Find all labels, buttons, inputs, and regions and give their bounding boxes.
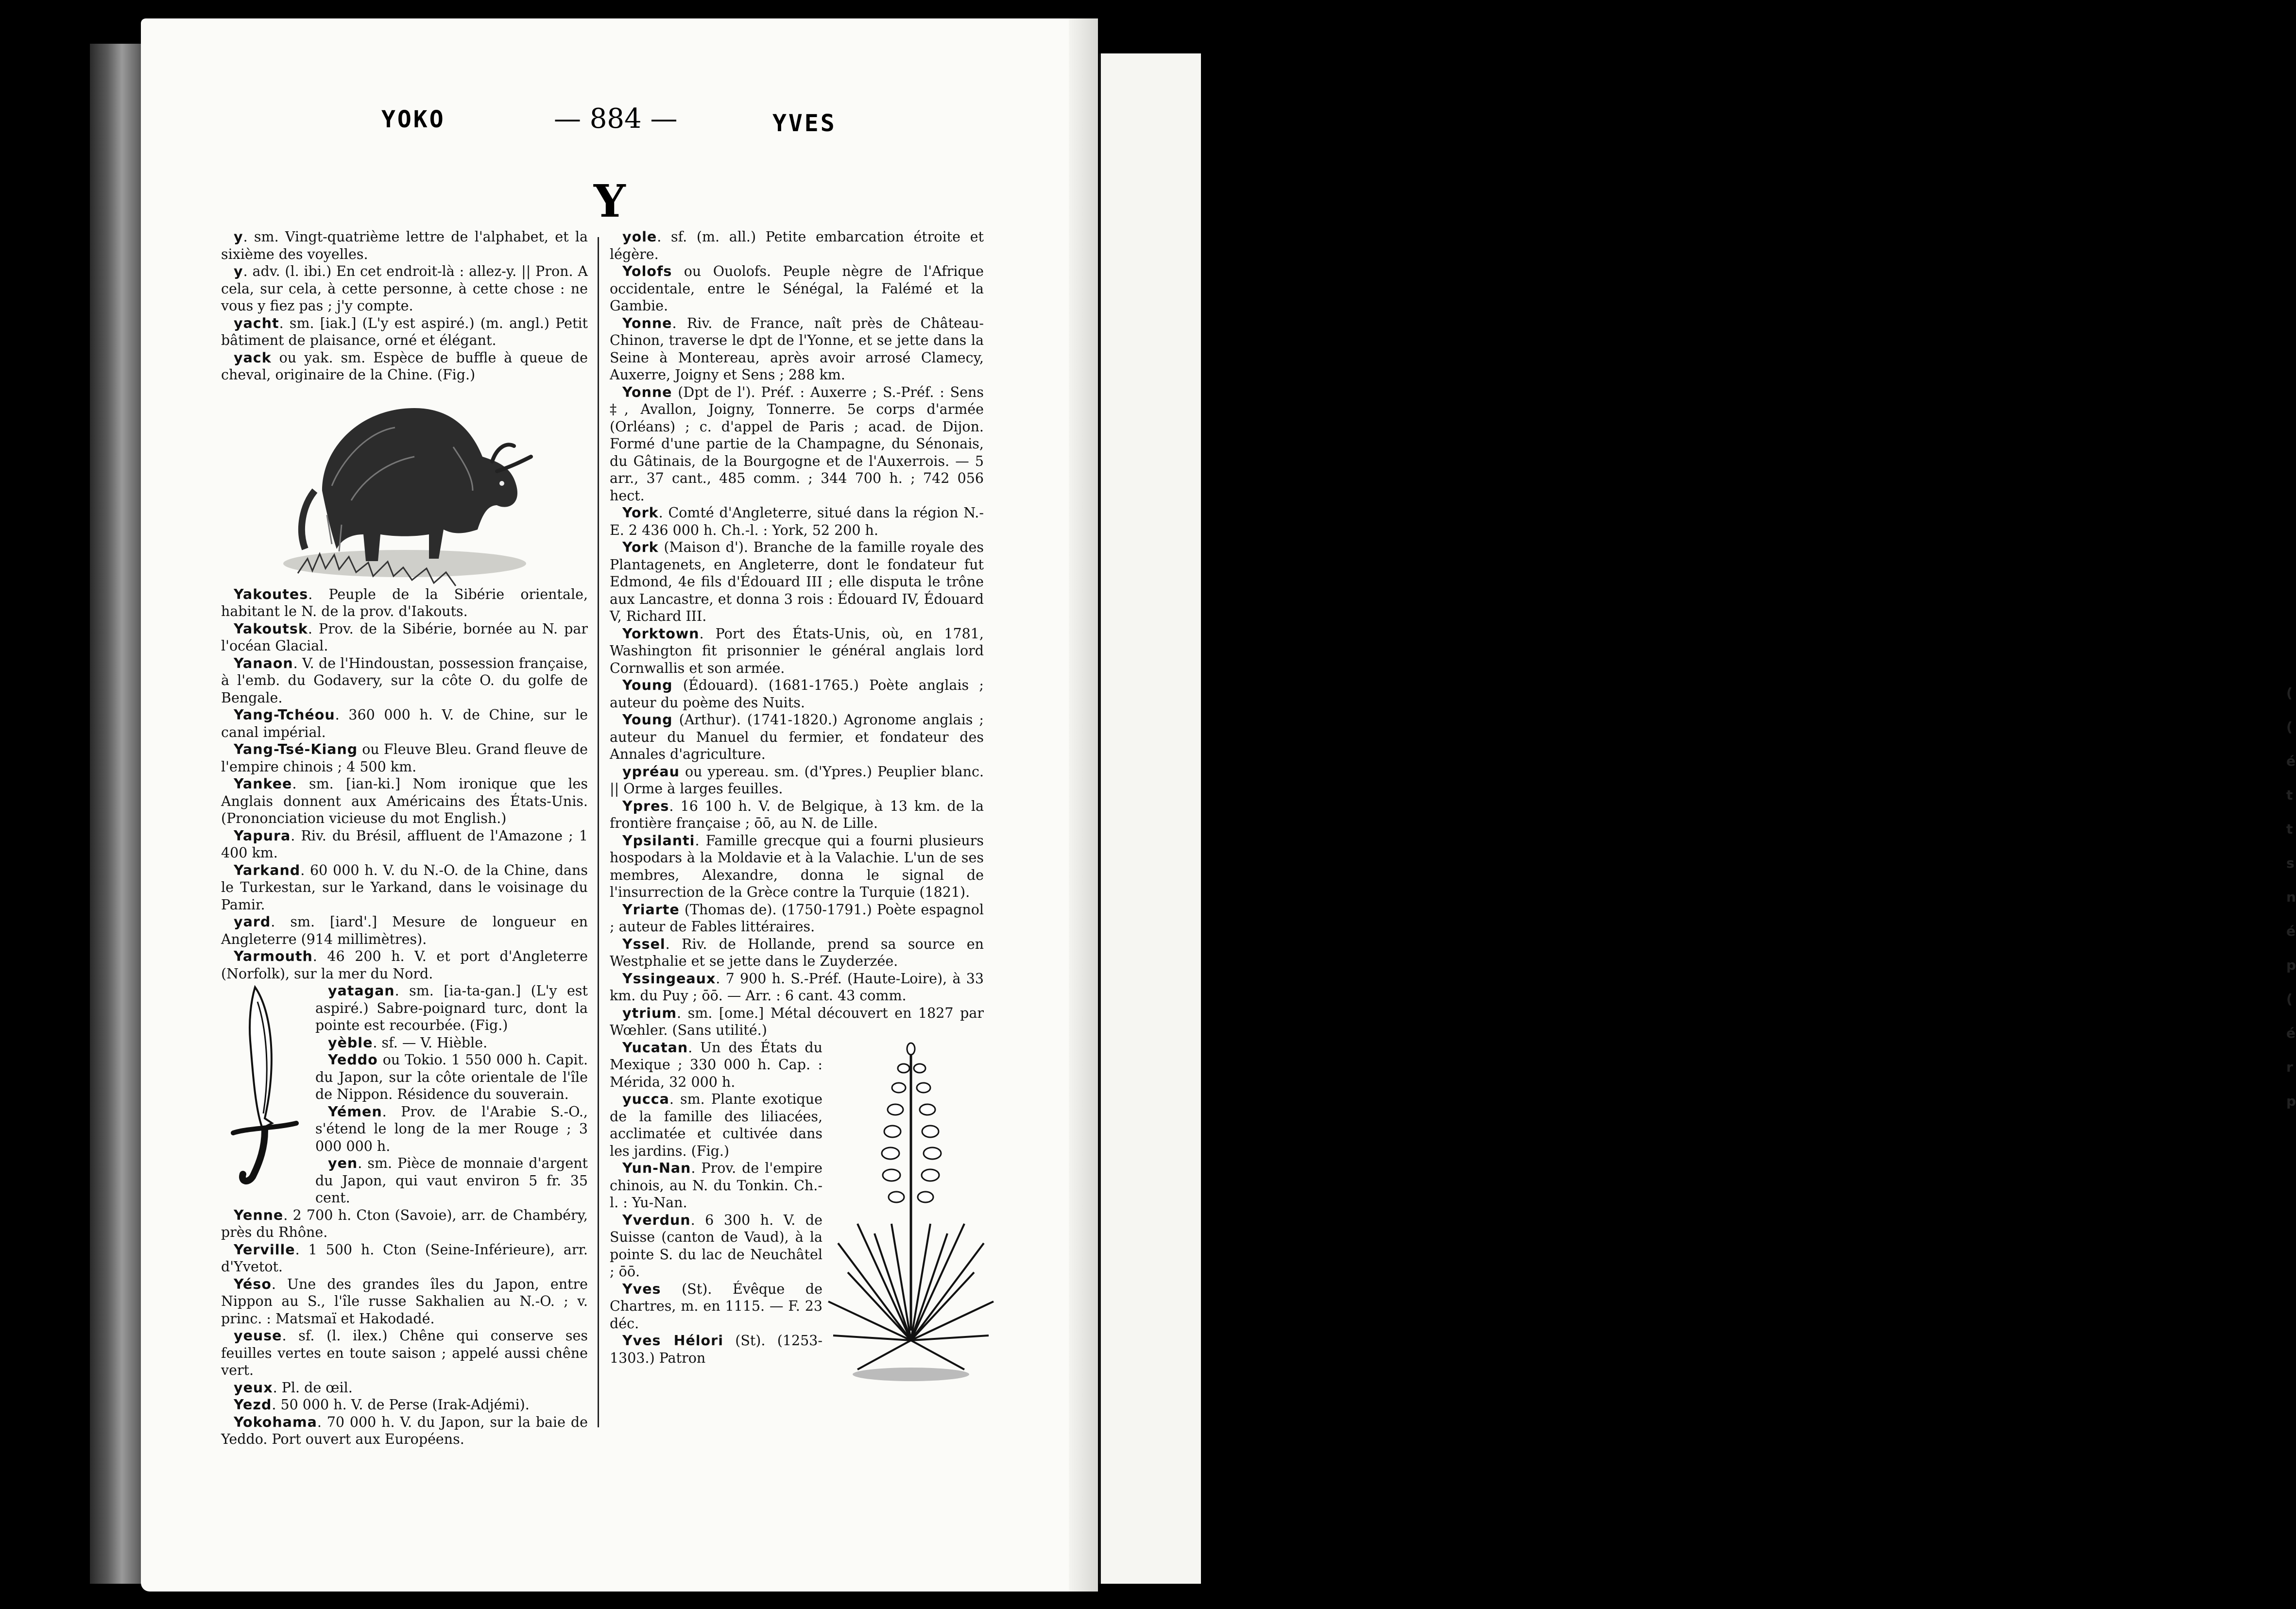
dictionary-entry [610,625,984,677]
dictionary-entry [610,315,984,384]
header-right-guideword: YVES [772,110,837,137]
dictionary-entry [221,263,588,315]
running-header [374,103,860,145]
entry-definition: . 6 300 h. V. de Suisse (canton de Vaud), à la pointe S. du lac de Neuchâtel ; ōō. [610,1212,822,1280]
entry-headword: Yang-Tchéou [234,707,335,723]
entry-headword: Yverdun [622,1212,691,1228]
entry-definition: . V. de l'Hindoustan, possession française, à l'emb. du Godavery, sur la côte O. du golfe de Bengale. [221,655,588,706]
entry-headword: York [622,505,659,521]
entry-definition: . sm. Pièce de monnaie d'argent du Japon, qui vaut environ 5 fr. 35 cent. [315,1155,588,1206]
next-page-mark: s [2286,855,2295,871]
dictionary-entry [610,832,984,901]
entry-headword: Yonne [622,315,672,331]
next-page-mark: ( [2286,685,2293,701]
entry-headword: y [234,229,243,245]
entry-definition: . sm. [ian-ki.] Nom ironique que les Anglais donnent aux Américains des États-Unis. (Prononciation vicieuse du mot English.) [221,776,588,826]
entry-headword: y [234,263,243,279]
entry-definition: . Prov. de la Sibérie, bornée au N. par l'océan Glacial. [221,620,588,654]
entry-definition: (Thomas de). (1750-1791.) Poète espagnol ; auteur de Fables littéraires. [610,901,984,935]
entry-headword: Yves Hélori [622,1333,723,1349]
header-left-guideword: YOKO [381,106,445,133]
entry-headword: yard [234,914,271,930]
entry-headword: Ypsilanti [622,832,695,849]
next-page-mark: ( [2286,991,2293,1007]
dictionary-entry [221,586,588,620]
entry-definition: . 1 500 h. Cton (Seine-Inférieure), arr. d'Yvetot. [221,1241,588,1275]
entry-definition: . sf. (l. ilex.) Chêne qui conserve ses feuilles vertes en toute saison ; appelé aussi chêne vert. [221,1328,588,1378]
entry-headword: Yves [622,1281,661,1297]
dictionary-entry [221,913,588,948]
next-page-mark: t [2286,787,2293,803]
next-page-mark: p [2286,957,2296,973]
dictionary-entry [610,798,984,832]
next-page-mark: r [2286,1059,2293,1075]
entry-definition: . 16 100 h. V. de Belgique, à 13 km. de la frontière française ; ōō, au N. de Lille. [610,798,984,831]
entry-definition: ou Tokio. 1 550 000 h. Capit. du Japon, sur la côte orientale de l'île de Nippon. Résidence du souverain. [315,1052,588,1102]
entry-headword: yucca [622,1091,669,1107]
next-page-mark: n [2286,889,2296,905]
entry-headword: Yssingeaux [622,970,716,987]
entry-definition: . Riv. du Brésil, affluent de l'Amazone ; 1 400 km. [221,827,588,861]
entry-definition: . sf. — V. Hièble. [373,1034,488,1051]
dictionary-entry [610,504,984,539]
dictionary-entry [221,349,588,384]
entry-headword: Yezd [234,1397,272,1413]
entry-headword: Yriarte [622,901,680,918]
entry-definition: . Peuple de la Sibérie orientale, habitant le N. de la prov. d'Iakouts. [221,586,588,619]
entry-headword: Yokohama [234,1414,317,1430]
entry-definition: . Famille grecque qui a fourni plusieurs hospodars à la Moldavie et à la Valachie. L'un de ses membres, Alexandre, donna le signal de l'insurrection de la Grèce contre la Turquie (1821). [610,832,984,900]
entry-definition: . Riv. de France, naît près de Château-Chinon, traverse le dpt de l'Yonne, et se jette dans la Seine à Montereau, après avoir arrosé Clamecy, Auxerre, Joigny et Sens ; 288 km. [610,315,984,383]
entry-definition: (Maison d'). Branche de la famille royale des Plantagenets, en Angleterre, dont le fondateur fut Edmond, 4e fils d'Édouard III ; elle disputa le trône aux Lancastre, et donna 3 rois : Édouard IV, Édouard V, Richard III. [610,539,984,624]
entry-definition: . sm. [ome.] Métal découvert en 1827 par Wœhler. (Sans utilité.) [610,1005,984,1038]
next-page-mark: é [2286,1025,2296,1041]
entry-headword: Yenne [234,1207,284,1223]
next-page-mark: t [2286,821,2293,837]
entry-headword: Yanaon [234,655,293,671]
entry-definition: . 2 700 h. Cton (Savoie), arr. de Chambéry, près du Rhône. [221,1207,588,1240]
entry-headword: Yssel [622,936,666,952]
entry-definition: . Un des États du Mexique ; 330 000 h. Cap. : Mérida, 32 000 h. [610,1039,822,1090]
right-column [610,228,984,1420]
column-rule [598,237,599,1427]
dictionary-entry [221,1241,588,1276]
entry-definition: ou yak. sm. Espèce de buffle à queue de cheval, originaire de la Chine. (Fig.) [221,349,588,383]
dictionary-entry [221,655,588,707]
entry-headword: Yeddo [328,1052,378,1068]
yatagan-illustration [219,982,306,1191]
dictionary-entry [221,741,588,775]
dictionary-entry [610,936,984,970]
entry-headword: Yapura [234,827,291,844]
dictionary-entry [221,315,588,349]
dictionary-entry [610,677,984,711]
yucca-figure [828,1039,994,1421]
entry-headword: yacht [234,315,279,331]
entry-definition: . sf. (m. all.) Petite embarcation étroite et légère. [610,229,984,262]
entry-headword: Ypres [622,798,669,814]
page-edge-shadow [1069,18,1098,1592]
entry-headword: Yonne [622,384,672,400]
dictionary-entry [610,539,984,625]
page-number: — 884 — [554,103,678,135]
entry-headword: Yémen [328,1103,382,1120]
entry-definition: . 360 000 h. V. de Chine, sur le canal impérial. [221,707,588,740]
entry-definition: (St). (1253-1303.) Patron [610,1333,822,1366]
dictionary-entry [610,1005,984,1039]
entry-definition: (Édouard). (1681-1765.) Poète anglais ; auteur du poème des Nuits. [610,677,984,711]
entry-definition: . Prov. de l'Arabie S.-O., s'étend le long de la mer Rouge ; 3 000 000 h. [315,1103,588,1154]
entry-headword: Yakoutsk [234,620,308,637]
entry-headword: Yolofs [622,263,672,279]
dictionary-entry [610,384,984,505]
entry-definition: (Dpt de l'). Préf. : Auxerre ; S.-Préf. : Sens ‡, Avallon, Joigny, Tonnerre. 5e corps d'armée (Orléans) ; c. d'appel de Paris ; acad. de Dijon. Formé d'une partie de la Champagne, du Sénonais, du Gâtinais, de la Bourgogne et de l'Auxerrois. — 5 arr., 37 cant., 485 comm. ; 344 700 h. ; 742 056 hect. [610,384,984,504]
entry-headword: Yorktown [622,625,700,642]
entry-definition: ou Fleuve Bleu. Grand fleuve de l'empire chinois ; 4 500 km. [221,741,588,775]
entry-headword: yeux [234,1379,273,1396]
entry-definition: . Port des États-Unis, où, en 1781, Washington fit prisonnier le général anglais lord Cornwallis et son armée. [610,625,984,676]
entry-headword: yèble [328,1034,373,1051]
dictionary-entry [610,711,984,763]
entry-headword: ypréau [622,763,680,780]
next-page-marks [2286,685,2296,1462]
dictionary-entry [610,901,984,936]
entry-headword: Yarkand [234,862,301,878]
book-binding [90,44,148,1584]
entry-definition: . sm. Plante exotique de la famille des liliacées, acclimatée et cultivée dans les jardins. (Fig.) [610,1091,822,1159]
dictionary-entry [610,970,984,1005]
entry-definition: . 70 000 h. V. du Japon, sur la baie de Yeddo. Port ouvert aux Européens. [221,1414,588,1447]
entry-headword: ytrium [622,1005,677,1021]
entry-headword: Yucatan [622,1039,688,1056]
dictionary-entry [221,862,588,914]
entry-headword: Yarmouth [234,948,313,964]
entry-headword: yen [328,1155,358,1171]
dictionary-entry [221,1327,588,1379]
entry-headword: Yang-Tsé-Kiang [234,741,358,757]
dictionary-entry [221,228,588,263]
entry-definition: . Une des grandes îles du Japon, entre Nippon au S., l'île russe Sakhalien au N.-O. ; v. princ. : Matsmaï et Hakodadé. [221,1276,588,1327]
entry-headword: Young [622,712,673,728]
dictionary-entry [221,775,588,827]
entry-headword: yatagan [328,983,395,999]
entry-definition: ou ypereau. sm. (d'Ypres.) Peuplier blanc. || Orme à larges feuilles. [610,763,984,797]
next-page-mark: é [2286,753,2296,769]
entry-headword: Yankee [234,776,292,792]
yucca-illustration [828,1039,994,1413]
entry-definition: . Prov. de l'empire chinois, au N. du Tonkin. Ch.-l. : Yu-Nan. [610,1160,822,1211]
dictionary-entry [221,948,588,982]
dictionary-entry [221,1414,588,1448]
next-page-mark: é [2286,923,2296,939]
entry-headword: Yun-Nan [622,1160,691,1176]
entry-definition: . Pl. de œil. [273,1379,353,1396]
dictionary-entry [610,263,984,315]
entry-headword: Young [622,677,673,693]
dictionary-entry [610,763,984,798]
section-letter: Y [594,175,626,227]
entry-definition: . 46 200 h. V. et port d'Angleterre (Norfolk), sur la mer du Nord. [221,948,588,982]
entry-definition: (St). Évêque de Chartres, m. en 1115. — F. 23 déc. [610,1281,822,1332]
dictionary-entry [221,1207,588,1241]
next-page-mark: ( [2286,719,2293,735]
entry-definition: . 60 000 h. V. du N.-O. de la Chine, dans le Turkestan, sur le Yarkand, dans le voisinage du Pamir. [221,862,588,913]
left-column [221,228,588,1448]
entry-definition: . sm. [ia-ta-gan.] (L'y est aspiré.) Sabre-poignard turc, dont la pointe est recourbée. (Fig.) [315,983,588,1033]
entry-headword: yack [234,349,272,366]
entry-headword: Yéso [234,1276,272,1292]
yatagan-figure [216,982,308,1198]
entry-definition: . 7 900 h. S.-Préf. (Haute-Loire), à 33 km. du Puy ; ōō. — Arr. : 6 cant. 43 comm. [610,970,984,1004]
entry-definition: (Arthur). (1741-1820.) Agronome anglais ; auteur du Manuel du fermier, et fondateur des Annales d'agriculture. [610,712,984,762]
dictionary-entry [221,1379,588,1397]
dictionary-entry [221,706,588,741]
entry-definition: . sm. [iard'.] Mesure de longueur en Angleterre (914 millimètres). [221,914,588,947]
dictionary-entry [221,827,588,862]
yak-illustration [269,389,541,583]
entry-headword: York [622,539,659,555]
dictionary-entry [221,1276,588,1328]
dictionary-entry [221,620,588,655]
entry-definition: . sm. Vingt-quatrième lettre de l'alphabet, et la sixième des voyelles. [221,229,588,262]
entry-definition: . Comté d'Angleterre, situé dans la région N.-E. 2 436 000 h. Ch.-l. : York, 52 200 h. [610,505,984,538]
next-page-edge [1099,53,2296,1584]
entry-definition: ou Ouolofs. Peuple nègre de l'Afrique occidentale, entre le Sénégal, la Falémé et la Gambie. [610,263,984,314]
entry-definition: . 50 000 h. V. de Perse (Irak-Adjémi). [272,1397,530,1413]
entry-definition: . Riv. de Hollande, prend sa source en Westphalie et se jette dans le Zuyderzée. [610,936,984,969]
entry-headword: yole [622,229,657,245]
entry-definition: . adv. (l. ibi.) En cet endroit-là : allez-y. || Pron. A cela, sur cela, à cette personne, à cette chose : ne vous y fiez pas ; j'y compte. [221,263,588,314]
dictionary-entry [610,228,984,263]
dictionary-entry [221,1396,588,1414]
yak-figure [221,389,588,583]
entry-headword: Yakoutes [234,586,308,602]
entry-headword: yeuse [234,1328,282,1344]
next-page-mark: p [2286,1093,2296,1109]
entry-headword: Yerville [234,1241,295,1258]
entry-definition: . sm. [iak.] (L'y est aspiré.) (m. angl.) Petit bâtiment de plaisance, orné et élégant. [221,315,588,348]
